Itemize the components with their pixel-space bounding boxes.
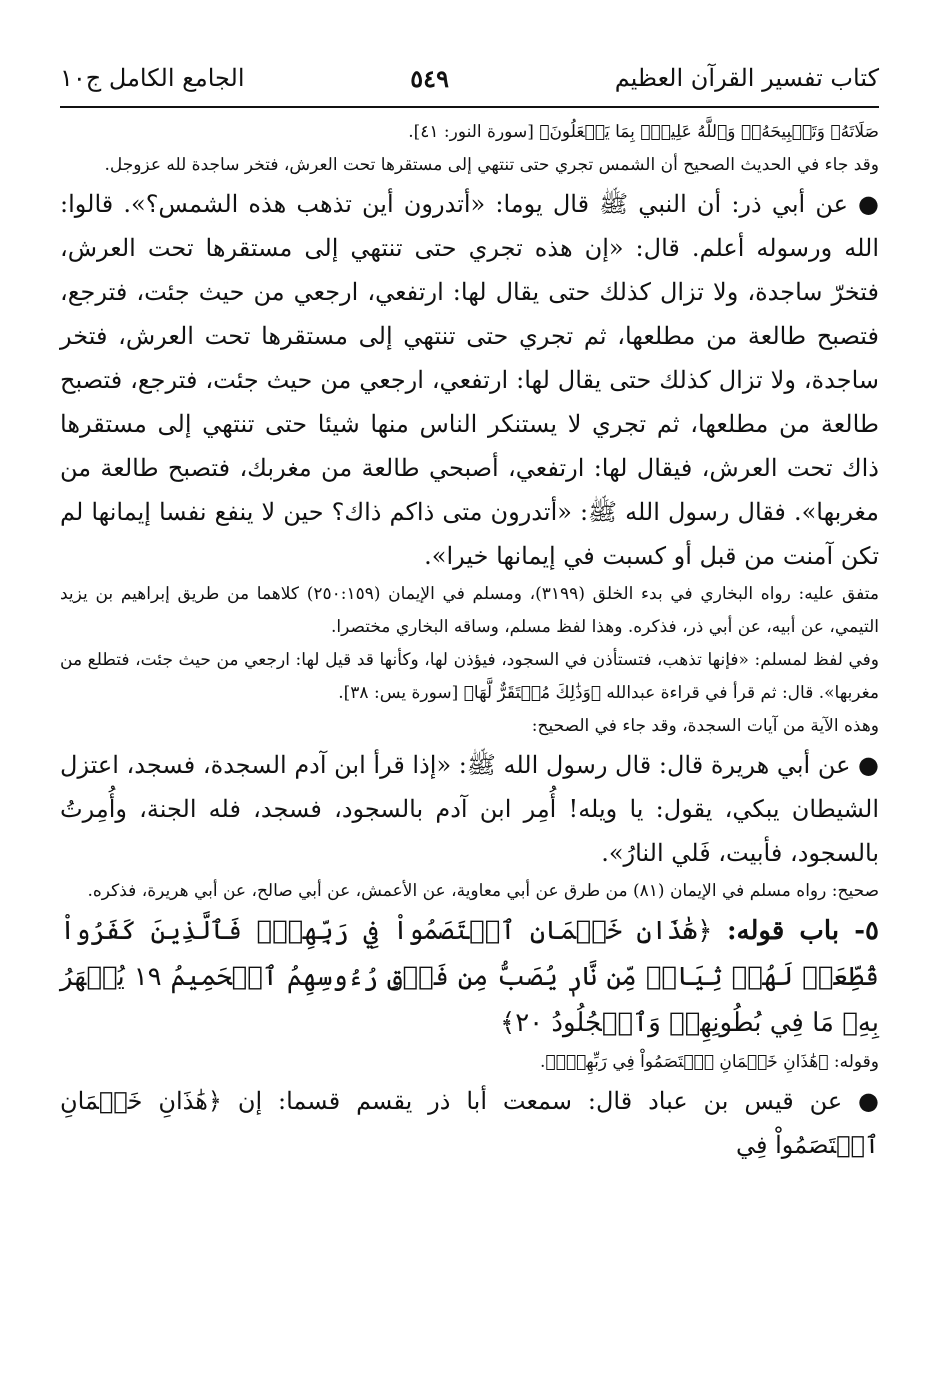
- takhrij-note-2: وفي لفظ لمسلم: «فإنها تذهب، فتستأذن في السجود، فيؤذن لها، وكأنها قد قيل لها: ارجعي من حيث جئت، فتطلع من مغربها». قال: ثم قرأ في قراءة عبدالله ﴿وَذَٰلِكَ مُسۡتَقَرٌّ لَّهَا﴾ [سورة يس: ٣٨].: [60, 650, 879, 703]
- running-header: [60, 58, 879, 98]
- page-number: ٥٤٩: [410, 63, 449, 93]
- takhrij-note-3: صحيح: رواه مسلم في الإيمان (٨١) من طرق عن أبي معاوية، عن الأعمش، عن أبي صالح، عن أبي هريرة، فذكره.: [87, 881, 879, 901]
- chapter-verse: ﴿هَٰذَانِ خَصۡمَانِ ٱخۡتَصَمُواْ فِي رَبِّهِمۡۖ فَٱلَّذِينَ كَفَرُواْ قُطِّعَتۡ لَهُمۡ ثِيَابٞ مِّن نَّارٖ يُصَبُّ مِن فَوۡقِ رُءُوسِهِمُ ٱلۡحَمِيمُ ١٩ يُصۡهَرُ بِهِۦ مَا فِي بُطُونِهِمۡ وَٱلۡجُلُودُ ٢٠﴾: [60, 916, 879, 1038]
- hadith-qays: ● عن قيس بن عباد قال: سمعت أبا ذر يقسم قسما: إن ﴿هَٰذَانِ خَصۡمَانِ ٱخۡتَصَمُواْ فِي: [60, 1087, 879, 1159]
- hadith-abu-dhar: ● عن أبي ذر: أن النبي ﷺ قال يوما: «أتدرون أين تذهب هذه الشمس؟». قالوا: الله ورسوله أعلم. قال: «إن هذه تجري حتى تنتهي إلى مستقرها تحت العرش، فتخرّ ساجدة، ولا تزال كذلك حتى يقال لها: ارتفعي، ارجعي من حيث جئت، فترجع، فتصبح طالعة من مطلعها، ثم تجري حتى تنتهي إلى مستقرها تحت العرش، فتخر ساجدة، ولا تزال كذلك حتى يقال لها: ارتفعي، ارجعي من حيث جئت، فترجع، فتصبح طالعة من مطلعها، ثم تجري لا يستنكر الناس منها شيئا حتى تنتهي إلى مستقرها ذاك تحت العرش، فيقال لها: ارتفعي، أصبحي طالعة من مغربك، فتصبح طالعة من مغربها». فقال رسول الله ﷺ: «أتدرون متى ذاكم ذاك؟ حين لا ينفع نفسا إيمانها لم تكن آمنت من قبل أو كسبت في إيمانها خيرا».: [60, 190, 879, 570]
- takhrij-note-1: متفق عليه: رواه البخاري في بدء الخلق (٣١٩٩)، ومسلم في الإيمان (٢٥٠:١٥٩) كلاهما من طريق إبراهيم بن يزيد التيمي، عن أبيه، عن أبي ذر، فذكره. وهذا لفظ مسلم، وساقه البخاري مختصرا.: [60, 584, 879, 637]
- book-title: كتاب تفسير القرآن العظيم: [614, 64, 879, 92]
- sajda-note: وهذه الآية من آيات السجدة، وقد جاء في الصحيح:: [531, 716, 879, 736]
- hadith-abu-hurayra: ● عن أبي هريرة قال: قال رسول الله ﷺ: «إذا قرأ ابن آدم السجدة، فسجد، اعتزل الشيطان يبكي، يقول: يا ويله! أُمِر ابن آدم بالسجود، فسجد، فله الجنة، وأُمِرتُ بالسجود، فأبيت، فَلي النارُ».: [60, 751, 879, 867]
- intro-paragraph: وقد جاء في الحديث الصحيح أن الشمس تجري حتى تنتهي إلى مستقرها تحت العرش، فتخر ساجدة لله عزوجل.: [104, 155, 879, 175]
- chapter-heading: [60, 908, 879, 1046]
- volume-title: الجامع الكامل ج١٠: [60, 64, 245, 92]
- page-body: [60, 116, 879, 1167]
- chapter-subheading: وقوله: ﴿هَٰذَانِ خَصۡمَانِ ٱخۡتَصَمُواْ فِي رَبِّهِمۡۖ﴾.: [540, 1052, 879, 1072]
- chapter-label: ٥- باب قوله:: [726, 916, 879, 946]
- verse-continuation: صَلَاتَهُۥ وَتَسۡبِيحَهُۥۗ وَٱللَّهُ عَلِيمُۢ بِمَا يَفۡعَلُونَ﴾ [سورة النور: ٤١].: [408, 122, 879, 142]
- header-rule: [60, 106, 879, 108]
